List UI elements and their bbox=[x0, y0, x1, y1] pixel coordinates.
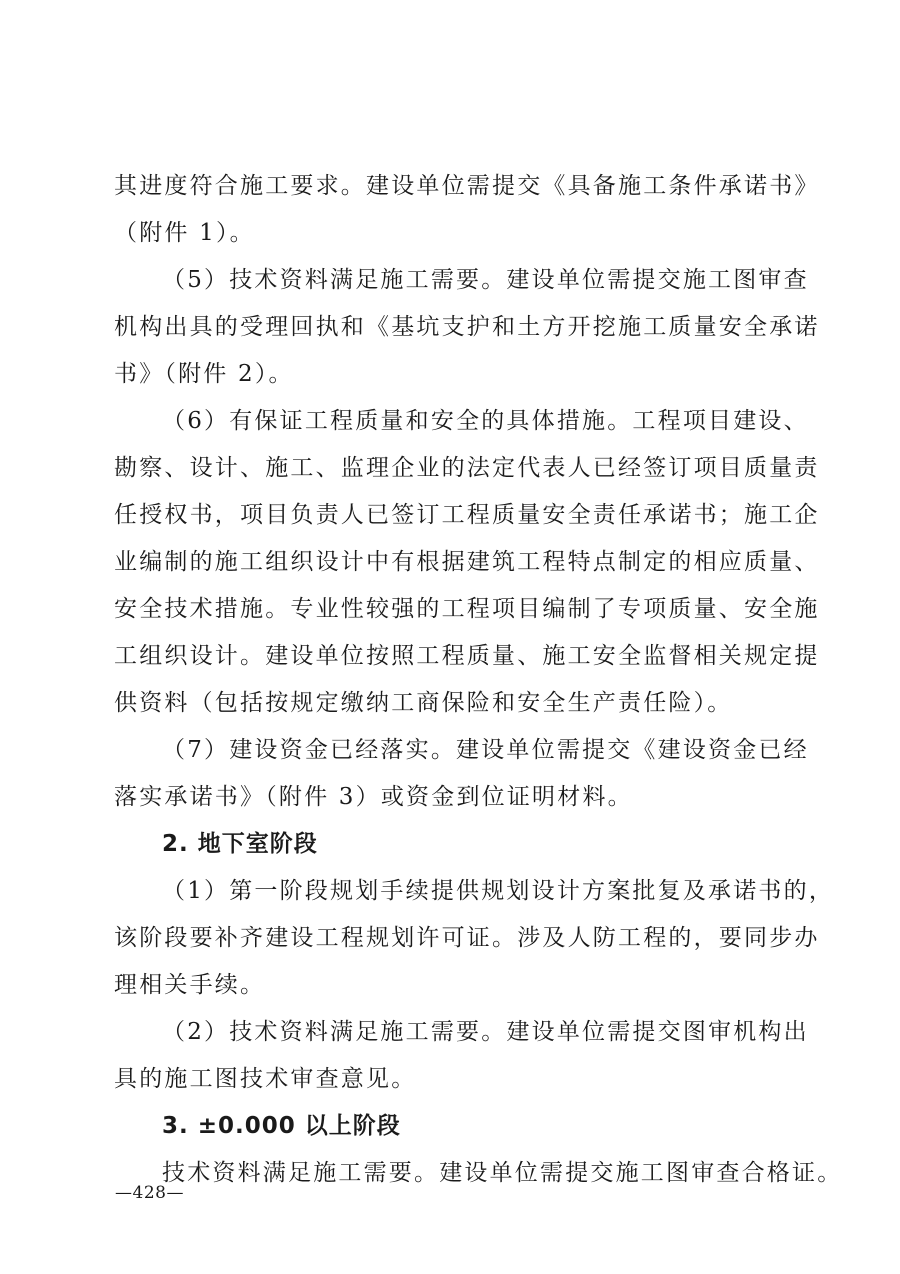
text-line-1: 其进度符合施工要求。建设单位需提交《具备施工条件承诺书》 bbox=[114, 173, 820, 199]
text-line-14: 落实承诺书》（附件 3）或资金到位证明材料。 bbox=[114, 784, 633, 810]
text-line-6: （6）有保证工程质量和安全的具体措施。工程项目建设、 bbox=[162, 408, 809, 434]
section-heading-basement: 2. 地下室阶段 bbox=[162, 831, 318, 857]
text-line-22: 技术资料满足施工需要。建设单位需提交施工图审查合格证。 bbox=[162, 1160, 843, 1186]
section-heading-above-ground: 3. ±0.000 以上阶段 bbox=[162, 1113, 401, 1139]
text-line-5: 书》（附件 2）。 bbox=[114, 361, 294, 387]
text-line-9: 业编制的施工组织设计中有根据建筑工程特点制定的相应质量、 bbox=[114, 549, 820, 575]
page-number: —428— bbox=[115, 1183, 184, 1203]
text-line-20: 具的施工图技术审查意见。 bbox=[114, 1066, 417, 1092]
text-line-7: 勘察、设计、施工、监理企业的法定代表人已经签订项目质量责 bbox=[114, 455, 820, 481]
text-line-8: 任授权书，项目负责人已签订工程质量安全责任承诺书；施工企 bbox=[114, 502, 820, 528]
text-line-13: （7）建设资金已经落实。建设单位需提交《建设资金已经 bbox=[162, 737, 809, 763]
text-line-17: 该阶段要补齐建设工程规划许可证。涉及人防工程的，要同步办 bbox=[114, 925, 820, 951]
text-line-16: （1）第一阶段规划手续提供规划设计方案批复及承诺书的， bbox=[162, 878, 835, 904]
text-line-18: 理相关手续。 bbox=[114, 972, 266, 998]
text-line-12: 供资料（包括按规定缴纳工商保险和安全生产责任险）。 bbox=[114, 690, 733, 716]
text-line-11: 工组织设计。建设单位按照工程质量、施工安全监督相关规定提 bbox=[114, 643, 820, 669]
text-line-10: 安全技术措施。专业性较强的工程项目编制了专项质量、安全施 bbox=[114, 596, 820, 622]
text-line-3: （5）技术资料满足施工需要。建设单位需提交施工图审查 bbox=[162, 267, 809, 293]
document-body bbox=[114, 163, 843, 1197]
text-line-2: （附件 1）。 bbox=[114, 220, 255, 246]
text-line-19: （2）技术资料满足施工需要。建设单位需提交图审机构出 bbox=[162, 1019, 809, 1045]
text-line-4: 机构出具的受理回执和《基坑支护和土方开挖施工质量安全承诺 bbox=[114, 314, 820, 340]
